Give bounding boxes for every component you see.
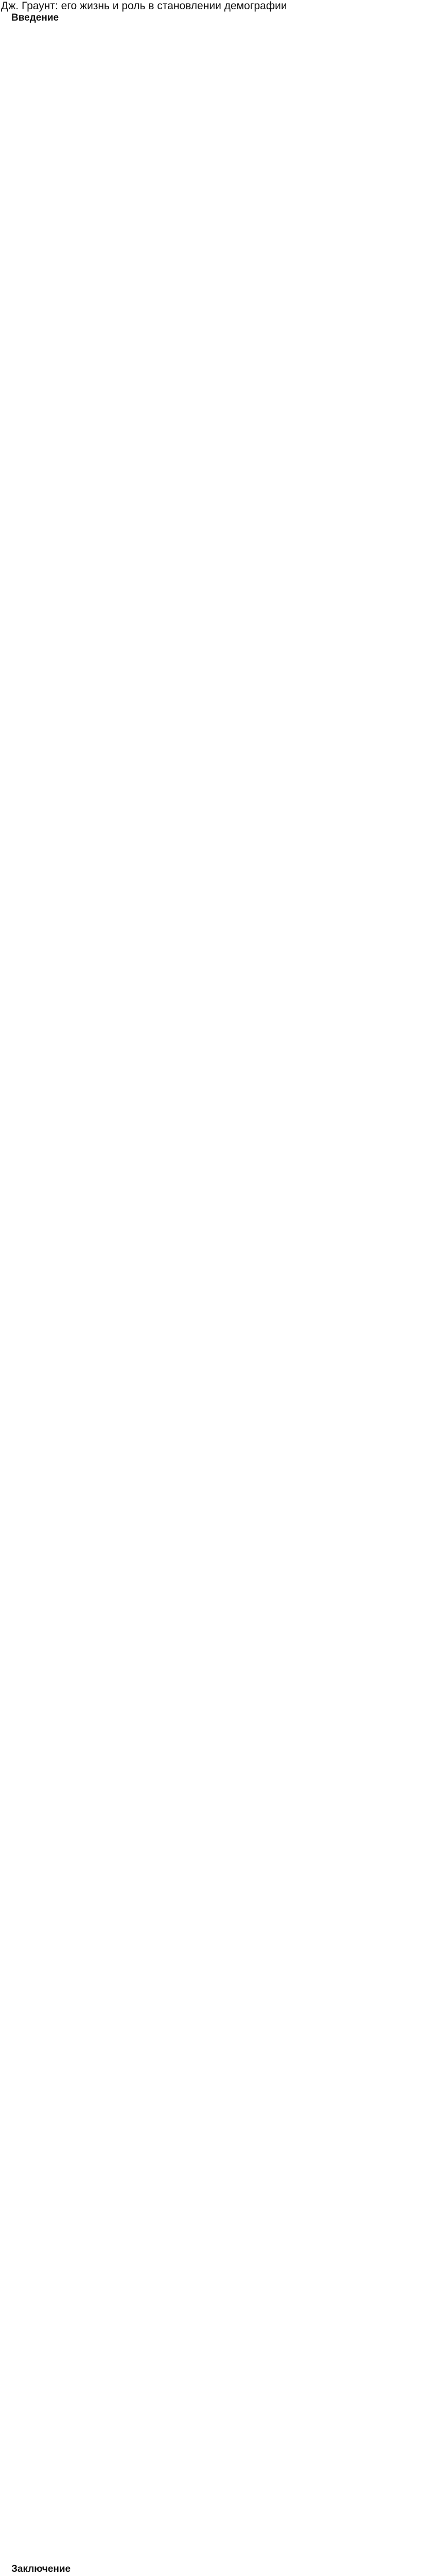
body-paragraph (0, 2250, 436, 2323)
body-paragraph (0, 1588, 436, 1660)
body-paragraph (0, 1364, 436, 1436)
body-paragraph (0, 1010, 436, 1082)
body-paragraph (0, 2181, 436, 2246)
body-paragraph (0, 2035, 436, 2099)
body-paragraph (0, 1958, 436, 2030)
document-title: Дж. Граунт: его жизнь и роль в становлении демографии (1, 0, 287, 12)
body-paragraph (0, 648, 436, 713)
body-paragraph (0, 717, 436, 789)
introduction-heading: Введение (11, 12, 59, 23)
introduction-paragraph (0, 151, 436, 208)
body-paragraph (0, 2104, 436, 2176)
body-paragraph (0, 1519, 436, 1583)
body-paragraph (0, 1164, 436, 1229)
introduction-paragraph (0, 212, 436, 274)
body-paragraph (0, 1889, 436, 1953)
body-paragraph (0, 794, 436, 859)
body-paragraph (0, 1295, 436, 1360)
introduction-paragraph (0, 91, 436, 147)
body-paragraph (0, 863, 436, 936)
conclusion-heading: Заключение (11, 2564, 71, 2574)
body-paragraph (0, 1442, 436, 1514)
body-paragraph (0, 1665, 436, 1730)
introduction-paragraph (0, 25, 436, 87)
body-paragraph (0, 1233, 436, 1290)
body-paragraph (0, 2328, 436, 2384)
body-paragraph (0, 1734, 436, 1806)
body-paragraph (0, 1811, 436, 1884)
body-paragraph (0, 1087, 436, 1159)
body-paragraph (0, 571, 436, 643)
body-paragraph (0, 433, 436, 497)
body-paragraph (0, 286, 436, 359)
body-paragraph (0, 941, 436, 1005)
body-paragraph (0, 364, 436, 428)
body-paragraph (0, 502, 436, 566)
